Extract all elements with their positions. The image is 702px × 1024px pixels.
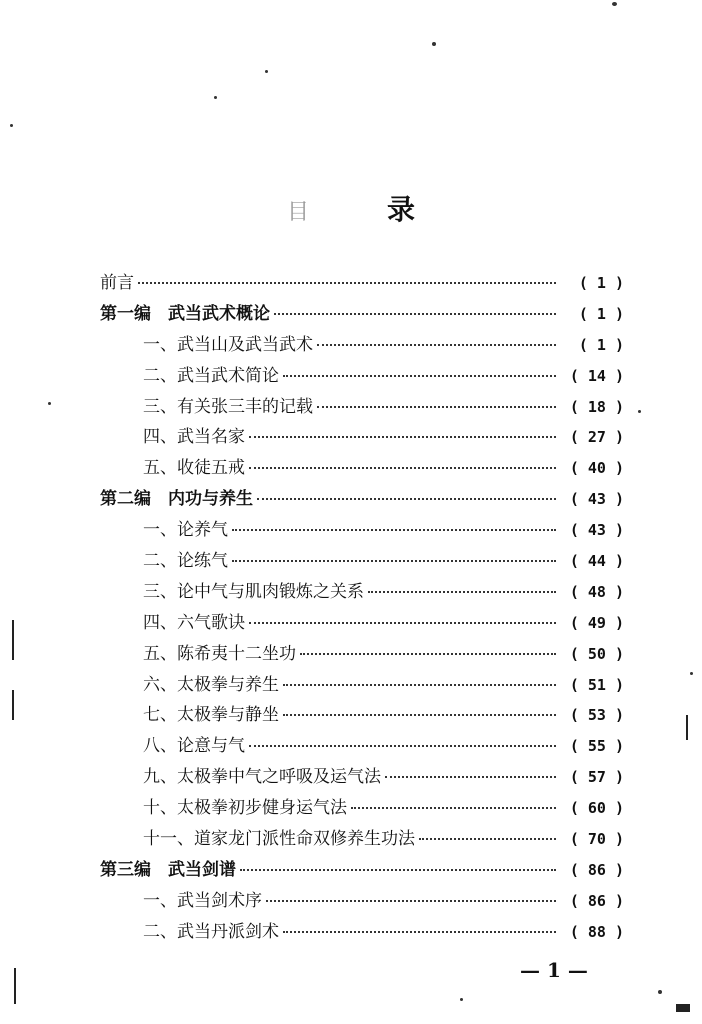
- toc-entry: [100, 546, 624, 577]
- toc-entry-label: 十、太极拳初步健身运气法: [143, 798, 347, 819]
- toc-entry-page: ( 53 ): [569, 706, 624, 725]
- toc-entry: [100, 268, 624, 299]
- toc-dot-leader: [283, 931, 556, 933]
- toc-dot-leader: [274, 313, 556, 315]
- toc-entry: [100, 793, 624, 824]
- scan-edge: [12, 620, 14, 660]
- page-title: [0, 188, 702, 228]
- toc-entry-page: ( 44 ): [569, 552, 624, 571]
- scan-speck: [265, 70, 268, 73]
- toc-entry-page: ( 50 ): [569, 644, 624, 663]
- toc-entry: [100, 639, 624, 670]
- scan-speck: [432, 42, 436, 46]
- toc-entry-label: 六、太极拳与养生: [143, 674, 279, 695]
- scan-speck: [10, 124, 13, 127]
- toc-entry-label: 二、论练气: [143, 551, 228, 572]
- toc-dot-leader: [240, 869, 556, 871]
- toc-entry-label: 一、武当山及武当武术: [143, 334, 313, 355]
- toc-entry-label: 第三编 武当剑谱: [100, 859, 236, 880]
- toc-entry-page: ( 43 ): [569, 521, 624, 540]
- toc-dot-leader: [351, 807, 556, 809]
- toc-dot-leader: [249, 622, 556, 624]
- toc-entry-page: ( 57 ): [569, 768, 624, 787]
- toc-entry-label: 第二编 内功与养生: [100, 489, 253, 510]
- toc-entry-label: 五、陈希夷十二坐功: [143, 643, 296, 664]
- toc-dot-leader: [283, 714, 556, 716]
- toc-entry: [100, 762, 624, 793]
- toc-entry-page: ( 18 ): [569, 397, 624, 416]
- toc-entry-page: ( 1 ): [578, 335, 624, 354]
- toc-dot-leader: [317, 344, 556, 346]
- toc-entry: [100, 422, 624, 453]
- toc-entry-label: 二、武当丹派剑术: [143, 921, 279, 942]
- scan-speck: [460, 998, 463, 1001]
- toc-dot-leader: [249, 745, 556, 747]
- toc-entry-page: ( 60 ): [569, 799, 624, 818]
- scan-speck: [658, 990, 662, 994]
- toc-entry-label: 一、武当剑术序: [143, 890, 262, 911]
- toc-entry-page: ( 86 ): [569, 860, 624, 879]
- toc-dot-leader: [232, 529, 556, 531]
- toc-entry-label: 第一编 武当武术概论: [100, 303, 270, 324]
- toc-entry: [100, 515, 624, 546]
- toc-entry: [100, 392, 624, 423]
- toc-dot-leader: [232, 560, 556, 562]
- toc-dot-leader: [283, 684, 556, 686]
- toc-entry-page: ( 88 ): [569, 922, 624, 941]
- scan-speck: [638, 410, 641, 413]
- scan-speck: [690, 672, 693, 675]
- toc-dot-leader: [419, 838, 556, 840]
- page-number-footer: — 1 —: [520, 958, 588, 982]
- toc-dot-leader: [283, 375, 556, 377]
- title-char-2: 录: [387, 193, 416, 226]
- toc-entry-page: ( 40 ): [569, 459, 624, 478]
- toc-entry-label: 九、太极拳中气之呼吸及运气法: [143, 767, 381, 788]
- toc-entry-page: ( 86 ): [569, 891, 624, 910]
- toc-entry-label: 四、六气歌诀: [143, 612, 245, 633]
- scan-speck: [612, 2, 617, 6]
- toc-entry: [100, 855, 624, 886]
- toc-entry-label: 八、论意与气: [143, 736, 245, 757]
- toc-dot-leader: [266, 900, 556, 902]
- toc-dot-leader: [385, 776, 556, 778]
- toc-entry: [100, 731, 624, 762]
- toc-entry: [100, 824, 624, 855]
- toc-entry-page: ( 43 ): [569, 490, 624, 509]
- toc-entry-label: 七、太极拳与静坐: [143, 705, 279, 726]
- toc-dot-leader: [368, 591, 556, 593]
- toc-entry-label: 五、收徒五戒: [143, 458, 245, 479]
- toc-entry-page: ( 49 ): [569, 613, 624, 632]
- scan-edge: [12, 690, 14, 720]
- toc-entry-page: ( 14 ): [569, 366, 624, 385]
- toc-dot-leader: [257, 498, 556, 500]
- toc-entry-label: 一、论养气: [143, 520, 228, 541]
- toc-entry-page: ( 1 ): [578, 274, 624, 292]
- toc-entry: [100, 700, 624, 731]
- toc-entry: [100, 299, 624, 330]
- toc-dot-leader: [249, 467, 556, 469]
- toc-entry-label: 二、武当武术简论: [143, 365, 279, 386]
- scan-edge: [676, 1004, 690, 1012]
- toc-entry-label: 前言: [100, 273, 134, 293]
- toc-entry-label: 三、有关张三丰的记载: [143, 396, 313, 417]
- toc-entry: [100, 917, 624, 948]
- table-of-contents: [100, 268, 624, 948]
- toc-dot-leader: [317, 406, 556, 408]
- toc-entry: [100, 361, 624, 392]
- toc-entry-page: ( 55 ): [569, 737, 624, 756]
- toc-entry-page: ( 1 ): [578, 304, 624, 323]
- toc-entry-page: ( 48 ): [569, 582, 624, 601]
- toc-entry-page: ( 27 ): [569, 428, 624, 447]
- toc-dot-leader: [138, 282, 556, 284]
- toc-entry-label: 四、武当名家: [143, 427, 245, 448]
- toc-entry: [100, 453, 624, 484]
- toc-entry-page: ( 51 ): [569, 675, 624, 694]
- scan-speck: [214, 96, 217, 99]
- scan-edge: [686, 715, 688, 740]
- toc-entry: [100, 484, 624, 515]
- toc-entry: [100, 886, 624, 917]
- toc-entry-label: 三、论中气与肌肉锻炼之关系: [143, 581, 364, 602]
- toc-entry-page: ( 70 ): [569, 830, 624, 849]
- toc-entry: [100, 670, 624, 701]
- toc-dot-leader: [249, 436, 556, 438]
- title-char-1: 目: [286, 200, 309, 225]
- scan-edge: [14, 968, 16, 1004]
- toc-dot-leader: [300, 653, 556, 655]
- toc-entry: [100, 577, 624, 608]
- toc-entry: [100, 330, 624, 361]
- toc-entry-label: 十一、道家龙门派性命双修养生功法: [143, 829, 415, 850]
- scan-speck: [48, 402, 51, 405]
- toc-entry: [100, 608, 624, 639]
